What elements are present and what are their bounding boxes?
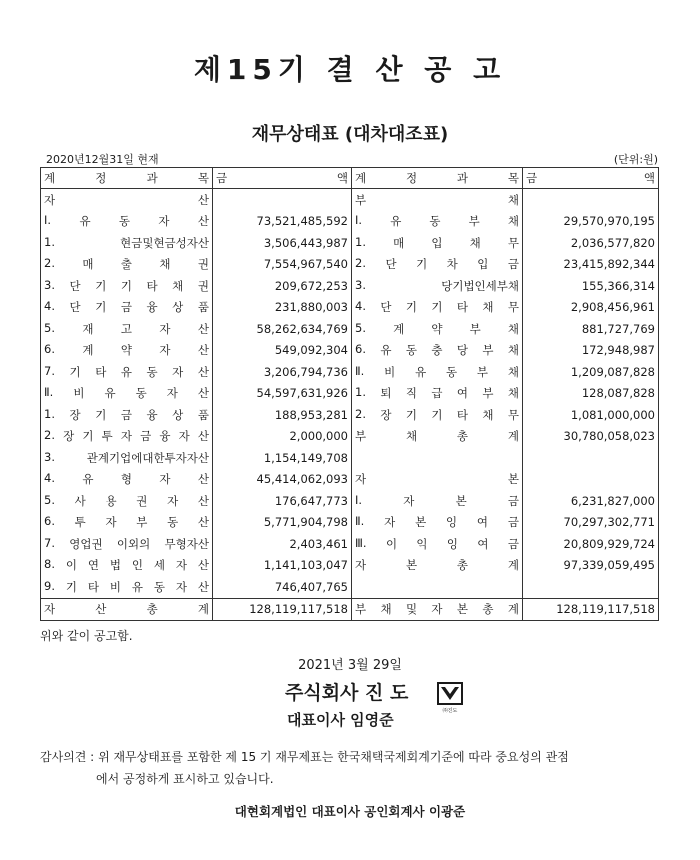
left-amount-cell: 3,206,794,736 (213, 361, 352, 383)
table-row (41, 318, 659, 340)
right-account-cell: 2. 장 기 기 타 채 무 (352, 404, 523, 426)
left-account-cell: 6. 투 자 부 동 산 (41, 512, 213, 534)
left-amount-cell: 2,000,000 (213, 426, 352, 448)
left-account-cell: Ⅱ. 비 유 동 자 산 (41, 383, 213, 405)
audit-opinion (40, 746, 670, 790)
right-amount-cell (523, 469, 659, 491)
left-amount-cell: 2,403,461 (213, 533, 352, 555)
left-amount-cell: 54,597,631,926 (213, 383, 352, 405)
ceo-name: 대표이사 임영준 (287, 711, 394, 729)
left-account-cell: 5. 재 고 자 산 (41, 318, 213, 340)
right-amount-cell (523, 189, 659, 211)
right-amount-cell: 20,809,929,724 (523, 533, 659, 555)
unit-label: (단위:원) (613, 153, 658, 166)
left-amount-cell: 176,647,773 (213, 490, 352, 512)
table-row (41, 512, 659, 534)
company-seal-icon (436, 681, 464, 715)
right-account-cell: Ⅱ. 비 유 동 부 채 (352, 361, 523, 383)
left-account-cell: 7. 영업권 이외의 무형자산 (41, 533, 213, 555)
table-row (41, 469, 659, 491)
table-row (41, 189, 659, 211)
right-account-cell: 부 채 총 계 (352, 426, 523, 448)
left-amount-cell: 58,262,634,769 (213, 318, 352, 340)
left-account-cell: 3. 관계기업에대한투자자산 (41, 447, 213, 469)
right-amount-cell: 128,119,117,518 (523, 598, 659, 621)
left-amount-cell: 1,154,149,708 (213, 447, 352, 469)
table-row (41, 447, 659, 469)
left-amount-cell: 45,414,062,093 (213, 469, 352, 491)
left-account-cell: 2. 장 기 투 자 금 융 자 산 (41, 426, 213, 448)
right-amount-cell: 1,081,000,000 (523, 404, 659, 426)
table-row (41, 232, 659, 254)
left-amount-cell: 5,771,904,798 (213, 512, 352, 534)
right-account-cell: 3. 당기법인세부채 (352, 275, 523, 297)
left-account-cell: 8. 이 연 법 인 세 자 산 (41, 555, 213, 577)
right-account-cell (352, 576, 523, 598)
publication-date: 2021년 3월 29일 (298, 658, 402, 673)
left-account-cell: 2. 매 출 채 권 (41, 254, 213, 276)
right-amount-cell (523, 447, 659, 469)
right-account-cell: 1. 퇴 직 급 여 부 채 (352, 383, 523, 405)
audit-text-line2: 에서 공정하게 표시하고 있습니다. (96, 772, 274, 786)
right-amount-cell: 6,231,827,000 (523, 490, 659, 512)
right-amount-cell: 128,087,828 (523, 383, 659, 405)
left-amount-cell: 188,953,281 (213, 404, 352, 426)
reference-date: 2020년12월31일 현재 (46, 153, 159, 166)
table-row (41, 254, 659, 276)
right-amount-cell: 30,780,058,023 (523, 426, 659, 448)
left-account-cell: 3. 단 기 기 타 채 권 (41, 275, 213, 297)
header-right-account: 계 정 과 목 (352, 168, 523, 189)
table-row (41, 340, 659, 362)
right-account-cell: 부 채 (352, 189, 523, 211)
right-amount-cell: 29,570,970,195 (523, 211, 659, 233)
right-amount-cell: 23,415,892,344 (523, 254, 659, 276)
table-row (41, 404, 659, 426)
left-amount-cell: 128,119,117,518 (213, 598, 352, 621)
right-account-cell: Ⅲ. 이 익 잉 여 금 (352, 533, 523, 555)
table-row (41, 275, 659, 297)
balance-sheet-table (40, 167, 659, 621)
right-amount-cell (523, 576, 659, 598)
right-account-cell: 자 본 총 계 (352, 555, 523, 577)
right-account-cell: Ⅱ. 자 본 잉 여 금 (352, 512, 523, 534)
left-account-cell: 5. 사 용 권 자 산 (41, 490, 213, 512)
left-account-cell: 4. 유 형 자 산 (41, 469, 213, 491)
company-name: 주식회사 진 도 (285, 682, 409, 704)
table-row (41, 211, 659, 233)
right-account-cell: 6. 유 동 충 당 부 채 (352, 340, 523, 362)
page-title: 제15기 결 산 공 고 (193, 53, 507, 86)
left-account-cell: 자 산 (41, 189, 213, 211)
audit-text-line1: 위 재무상태표를 포함한 제 15 기 재무제표는 한국채택국제회계기준에 따라 중요성의 관점 (98, 750, 569, 764)
table-row (41, 576, 659, 598)
right-account-cell: 4. 단 기 기 타 채 무 (352, 297, 523, 319)
left-account-cell: 9. 기 타 비 유 동 자 산 (41, 576, 213, 598)
right-amount-cell: 2,036,577,820 (523, 232, 659, 254)
logo-caption: ㈜진도 (442, 708, 458, 714)
notice-text: 위와 같이 공고함. (40, 629, 133, 643)
left-account-cell: 4. 단 기 금 융 상 품 (41, 297, 213, 319)
left-amount-cell: 3,506,443,987 (213, 232, 352, 254)
left-amount-cell: 73,521,485,592 (213, 211, 352, 233)
left-amount-cell: 1,141,103,047 (213, 555, 352, 577)
header-left-account: 계 정 과 목 (41, 168, 213, 189)
audit-label: 감사의견 : (40, 750, 95, 764)
left-amount-cell: 209,672,253 (213, 275, 352, 297)
right-account-cell: 자 본 (352, 469, 523, 491)
table-row (41, 361, 659, 383)
left-account-cell: 1. 현금및현금성자산 (41, 232, 213, 254)
table-row (41, 598, 659, 621)
left-account-cell: 7. 기 타 유 동 자 산 (41, 361, 213, 383)
table-header-row (41, 168, 659, 189)
right-account-cell: 5. 계 약 부 채 (352, 318, 523, 340)
right-amount-cell: 70,297,302,771 (523, 512, 659, 534)
table-row (41, 490, 659, 512)
right-account-cell: 2. 단 기 차 입 금 (352, 254, 523, 276)
right-account-cell: 부 채 및 자 본 총 계 (352, 598, 523, 621)
table-row (41, 297, 659, 319)
right-amount-cell: 155,366,314 (523, 275, 659, 297)
left-account-cell: 1. 장 기 금 융 상 품 (41, 404, 213, 426)
right-account-cell: 1. 매 입 채 무 (352, 232, 523, 254)
right-amount-cell: 881,727,769 (523, 318, 659, 340)
auditor-signature: 대현회계법인 대표이사 공인회계사 이광준 (234, 804, 466, 819)
table-row (41, 383, 659, 405)
header-right-amount: 금 액 (523, 168, 659, 189)
right-account-cell: Ⅰ. 유 동 부 채 (352, 211, 523, 233)
right-amount-cell: 2,908,456,961 (523, 297, 659, 319)
left-account-cell: Ⅰ. 유 동 자 산 (41, 211, 213, 233)
left-amount-cell (213, 189, 352, 211)
left-amount-cell: 7,554,967,540 (213, 254, 352, 276)
right-account-cell: Ⅰ. 자 본 금 (352, 490, 523, 512)
right-account-cell (352, 447, 523, 469)
table-row (41, 426, 659, 448)
left-account-cell: 6. 계 약 자 산 (41, 340, 213, 362)
left-amount-cell: 549,092,304 (213, 340, 352, 362)
left-amount-cell: 231,880,003 (213, 297, 352, 319)
statement-subtitle: 재무상태표 (대차대조표) (251, 124, 449, 145)
table-row (41, 533, 659, 555)
left-amount-cell: 746,407,765 (213, 576, 352, 598)
right-amount-cell: 1,209,087,828 (523, 361, 659, 383)
left-account-cell: 자 산 총 계 (41, 598, 213, 621)
header-left-amount: 금 액 (213, 168, 352, 189)
table-row (41, 555, 659, 577)
right-amount-cell: 97,339,059,495 (523, 555, 659, 577)
right-amount-cell: 172,948,987 (523, 340, 659, 362)
